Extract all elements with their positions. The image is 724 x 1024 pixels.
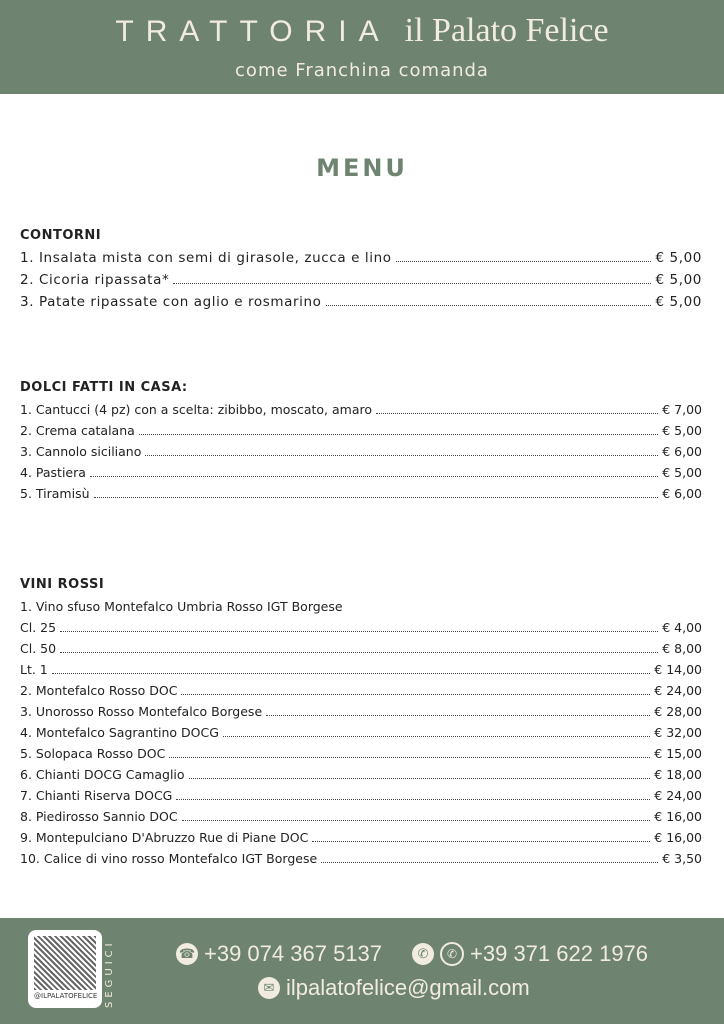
item-price: € 18,00: [654, 767, 702, 782]
menu-item: [20, 701, 702, 722]
contact-phones: [176, 941, 648, 967]
item-name: 5. Tiramisù: [20, 486, 90, 501]
dotted-leader: [90, 467, 658, 477]
dotted-leader: [189, 769, 651, 779]
menu-item: [20, 638, 702, 659]
menu-item: [20, 722, 702, 743]
item-price: € 32,00: [654, 725, 702, 740]
item-price: € 7,00: [662, 402, 702, 417]
item-name: 6. Chianti DOCG Camaglio: [20, 767, 185, 782]
qr-code-icon: [34, 936, 96, 990]
item-name: Cl. 25: [20, 620, 57, 635]
whatsapp-icon: ✆: [440, 942, 464, 966]
dotted-leader: [139, 425, 658, 435]
title-trattoria: TRATTORIA: [115, 15, 391, 48]
dotted-leader: [94, 488, 659, 498]
item-name: 7. Chianti Riserva DOCG: [20, 788, 173, 803]
item-name: 4. Montefalco Sagrantino DOCG: [20, 725, 219, 740]
dotted-leader: [266, 706, 650, 716]
menu-item: [20, 617, 702, 638]
item-price: € 5,00: [655, 272, 702, 288]
item-name: 10. Calice di vino rosso Montefalco IGT Borgese: [20, 851, 318, 866]
menu-item: [20, 399, 702, 420]
section-title: VINI ROSSI: [20, 577, 105, 592]
item-name: 9. Montepulciano D'Abruzzo Rue di Piane DOC: [20, 830, 309, 845]
dotted-leader: [60, 622, 658, 632]
dotted-leader: [326, 296, 652, 306]
restaurant-title: [0, 12, 724, 50]
item-price: € 28,00: [654, 704, 702, 719]
menu-item: [20, 806, 702, 827]
qr-label: @ILPALATOFELICE: [34, 992, 98, 1000]
item-name: 3. Unorosso Rosso Montefalco Borgese: [20, 704, 263, 719]
dotted-leader: [223, 727, 650, 737]
dotted-leader: [52, 664, 651, 674]
phone-number[interactable]: +39 074 367 5137: [204, 941, 383, 966]
dotted-leader: [396, 252, 652, 262]
mobile-phone-icon: ✆: [412, 943, 434, 965]
item-name: 2. Crema catalana: [20, 423, 135, 438]
contact-email: [258, 975, 530, 1001]
email-icon: ✉: [258, 977, 280, 999]
item-name: 1. Insalata mista con semi di girasole, zucca e lino: [20, 250, 392, 266]
item-price: € 15,00: [654, 746, 702, 761]
menu-item: [20, 483, 702, 504]
telephone-icon: ☎: [176, 943, 198, 965]
menu-item: [20, 848, 702, 869]
item-name: 5. Solopaca Rosso DOC: [20, 746, 166, 761]
item-price: € 4,00: [662, 620, 702, 635]
subtitle: come Franchina comanda: [235, 60, 489, 81]
email-address[interactable]: ilpalatofelice@gmail.com: [286, 975, 530, 1000]
item-price: € 6,00: [662, 486, 702, 501]
title-name: il Palato Felice: [404, 12, 609, 49]
dotted-leader: [321, 853, 658, 863]
section-dolci: [20, 380, 702, 504]
menu-item: [20, 269, 702, 291]
item-name: 1. Cantucci (4 pz) con a scelta: zibibbo, moscato, amaro: [20, 402, 372, 417]
item-name: 3. Cannolo siciliano: [20, 444, 142, 459]
mobile-number[interactable]: +39 371 622 1976: [470, 941, 649, 966]
item-price: € 16,00: [654, 809, 702, 824]
item-name: Cl. 50: [20, 641, 57, 656]
menu-item: [20, 462, 702, 483]
item-name: 8. Piedirosso Sannio DOC: [20, 809, 178, 824]
dotted-leader: [173, 274, 651, 284]
item-price: € 24,00: [654, 683, 702, 698]
menu-item: [20, 291, 702, 313]
header: [0, 0, 724, 94]
item-price: € 6,00: [662, 444, 702, 459]
item-name: 3. Patate ripassate con aglio e rosmarino: [20, 294, 322, 310]
menu-item: [20, 785, 702, 806]
menu-item: [20, 596, 702, 617]
item-name: Lt. 1: [20, 662, 48, 677]
dotted-leader: [169, 748, 650, 758]
menu-title: MENU: [316, 154, 408, 182]
seguici-label: SEGUICI: [104, 939, 115, 1009]
menu-item: [20, 441, 702, 462]
menu-item: [20, 743, 702, 764]
item-price: € 5,00: [662, 465, 702, 480]
item-name: 4. Pastiera: [20, 465, 86, 480]
menu-item: [20, 680, 702, 701]
menu-item: [20, 827, 702, 848]
item-name: 2. Montefalco Rosso DOC: [20, 683, 178, 698]
section-title: DOLCI FATTI IN CASA:: [20, 380, 188, 395]
item-price: € 5,00: [655, 294, 702, 310]
footer: [0, 918, 724, 1024]
dotted-leader: [312, 832, 650, 842]
dotted-leader: [182, 811, 651, 821]
dotted-leader: [145, 446, 658, 456]
item-name: 1. Vino sfuso Montefalco Umbria Rosso IGT Borgese: [20, 599, 343, 614]
menu-item: [20, 420, 702, 441]
instagram-qr-code[interactable]: [28, 930, 102, 1008]
menu-item: [20, 247, 702, 269]
dotted-leader: [181, 685, 650, 695]
menu-item: [20, 659, 702, 680]
menu-item: [20, 764, 702, 785]
section-contorni: [20, 228, 702, 313]
item-price: € 16,00: [654, 830, 702, 845]
dotted-leader: [376, 404, 658, 414]
item-price: € 5,00: [655, 250, 702, 266]
dotted-leader: [176, 790, 650, 800]
item-price: € 24,00: [654, 788, 702, 803]
item-price: € 3,50: [662, 851, 702, 866]
section-title: CONTORNI: [20, 228, 102, 243]
item-price: € 14,00: [654, 662, 702, 677]
section-vini-rossi: [20, 577, 702, 869]
item-price: € 8,00: [662, 641, 702, 656]
dotted-leader: [60, 643, 658, 653]
item-price: € 5,00: [662, 423, 702, 438]
item-name: 2. Cicoria ripassata*: [20, 272, 170, 288]
